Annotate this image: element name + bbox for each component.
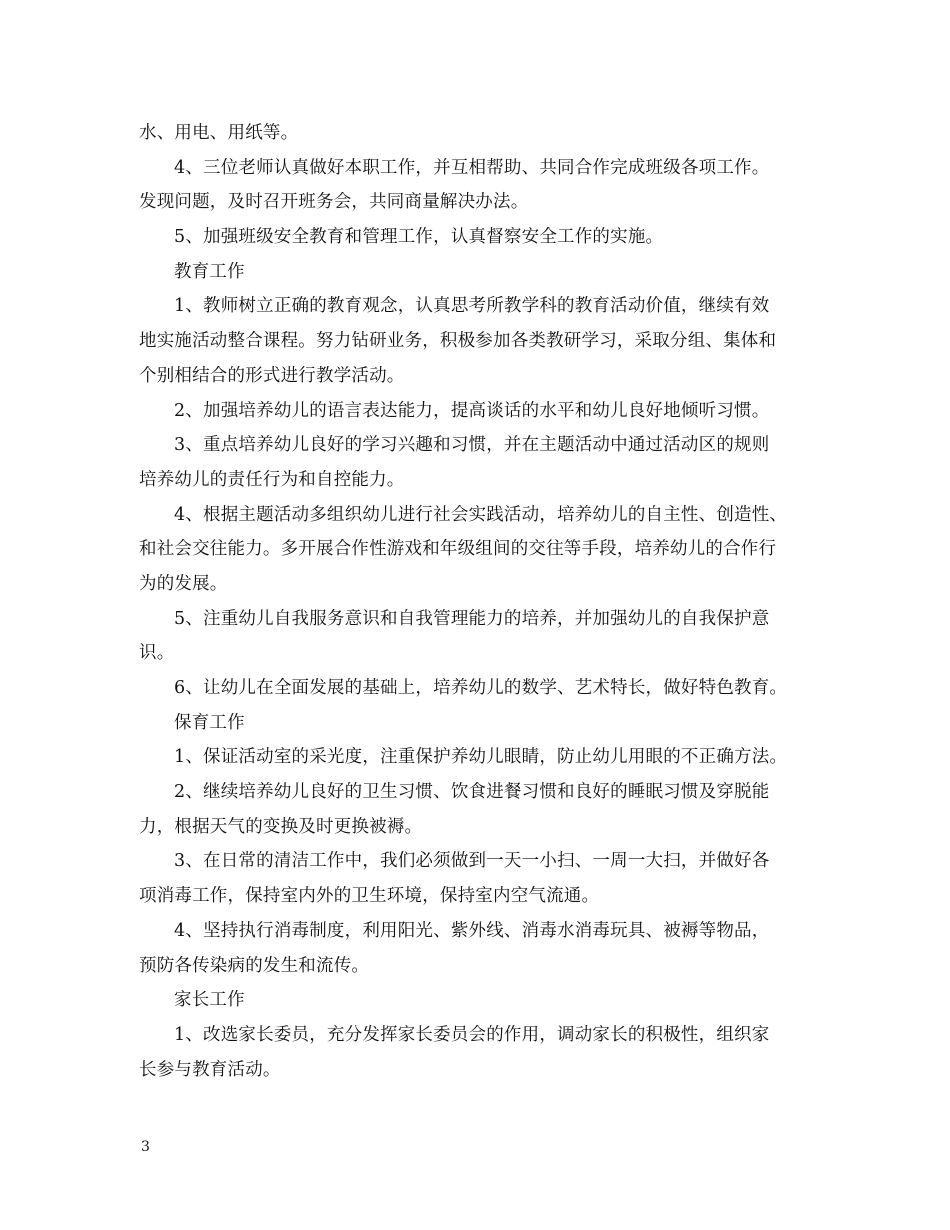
list-item: 4、根据主题活动多组织幼儿进行社会实践活动，培养幼儿的自主性、创造性、: [174, 504, 788, 525]
body-text-line: 个别相结合的形式进行教学活动。: [139, 365, 405, 386]
list-item: 4、坚持执行消毒制度，利用阳光、紫外线、消毒水消毒玩具、被褥等物品，: [174, 920, 770, 941]
body-text-line: 预防各传染病的发生和流传。: [139, 955, 370, 976]
body-text-line: 发现问题，及时召开班务会，共同商量解决办法。: [139, 192, 529, 213]
list-item: 1、改选家长委员，充分发挥家长委员会的作用，调动家长的积极性，组织家: [174, 1024, 770, 1045]
list-item: 3、重点培养幼儿良好的学习兴趣和习惯，并在主题活动中通过活动区的规则: [174, 435, 770, 456]
list-item: 2、加强培养幼儿的语言表达能力，提高谈话的水平和幼儿良好地倾听习惯。: [174, 400, 770, 421]
section-heading: 家长工作: [174, 990, 245, 1011]
body-text-line: 为的发展。: [139, 573, 228, 594]
list-item: 5、加强班级安全教育和管理工作，认真督察安全工作的实施。: [174, 227, 664, 248]
list-item: 4、三位老师认真做好本职工作，并互相帮助、共同合作完成班级各项工作。: [174, 157, 770, 178]
body-text-line: 项消毒工作，保持室内外的卫生环境，保持室内空气流通。: [139, 886, 600, 907]
body-text-line: 力，根据天气的变换及时更换被褥。: [139, 816, 423, 837]
body-text-line: 长参与教育活动。: [139, 1059, 281, 1080]
section-heading: 教育工作: [174, 261, 245, 282]
body-text-line: 识。: [139, 643, 175, 664]
document-body: [139, 116, 839, 1087]
list-item: 1、保证活动室的采光度，注重保护养幼儿眼睛，防止幼儿用眼的不正确方法。: [174, 747, 788, 768]
list-item: 3、在日常的清洁工作中，我们必须做到一天一小扫、一周一大扫，并做好各: [174, 851, 770, 872]
body-text-line: 培养幼儿的责任行为和自控能力。: [139, 469, 405, 490]
body-text-line: 水、用电、用纸等。: [139, 123, 299, 143]
body-text-line: 地实施活动整合课程。努力钻研业务，积极参加各类教研学习，采取分组、集体和: [139, 331, 777, 352]
list-item: 1、教师树立正确的教育观念，认真思考所教学科的教育活动价值，继续有效: [174, 296, 770, 317]
body-text-line: 和社会交往能力。多开展合作性游戏和年级组间的交往等手段，培养幼儿的合作行: [139, 539, 777, 560]
list-item: 2、继续培养幼儿良好的卫生习惯、饮食进餐习惯和良好的睡眠习惯及穿脱能: [174, 782, 770, 803]
list-item: 6、让幼儿在全面发展的基础上，培养幼儿的数学、艺术特长，做好特色教育。: [174, 678, 788, 698]
section-heading: 保育工作: [174, 712, 245, 733]
list-item: 5、注重幼儿自我服务意识和自我管理能力的培养，并加强幼儿的自我保护意: [174, 608, 770, 629]
page-number: 3: [141, 1139, 150, 1155]
